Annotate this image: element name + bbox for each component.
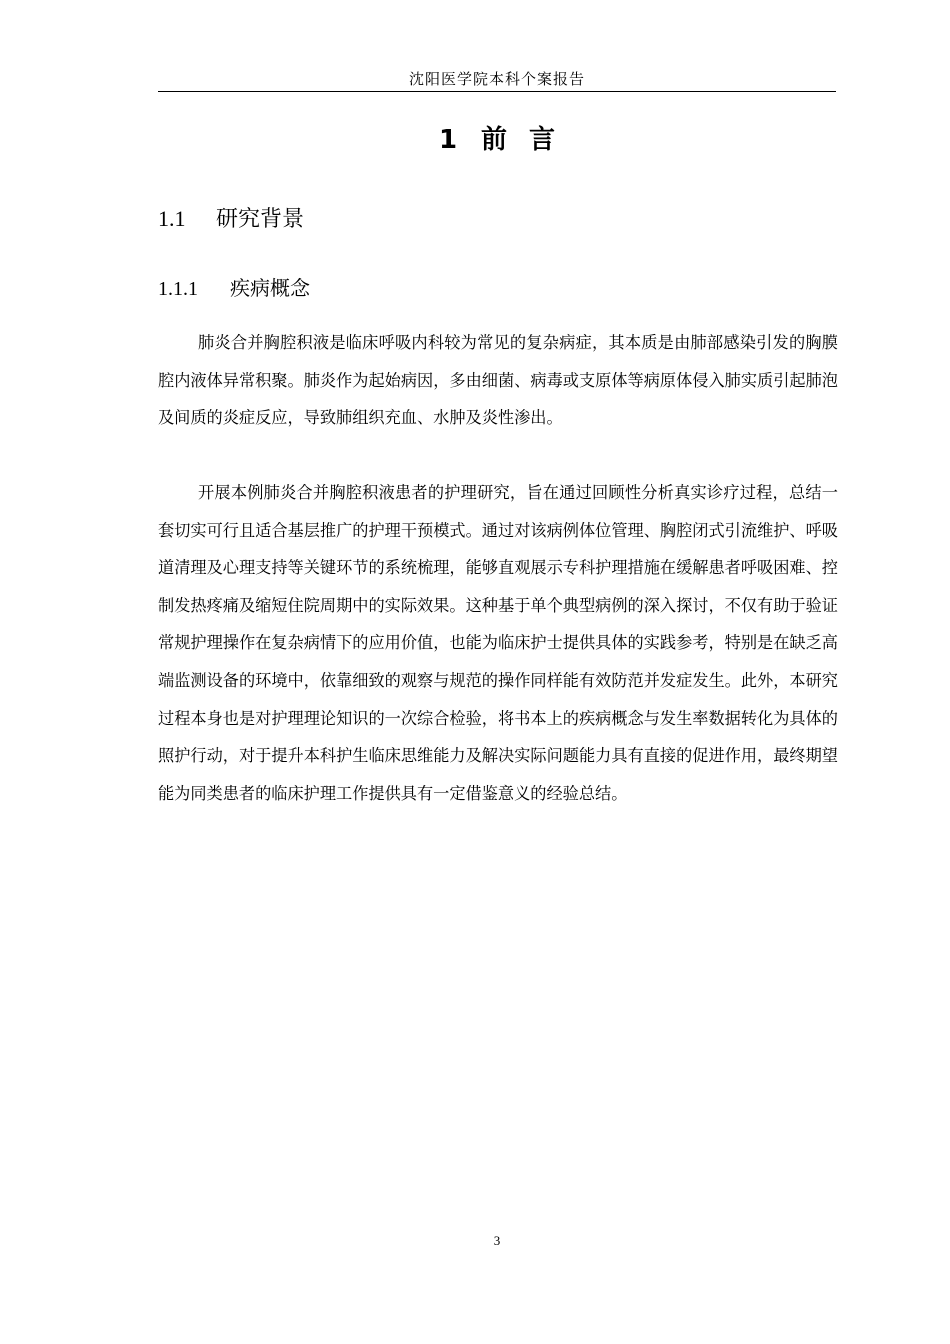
chapter-title	[158, 122, 836, 158]
section-number: 1.1	[158, 206, 186, 231]
page-number: 3	[493, 1233, 501, 1248]
body-paragraph: 肺炎合并胸腔积液是临床呼吸内科较为常见的复杂病症，其本质是由肺部感染引发的胸膜腔内液体异常积聚。肺炎作为起始病因，多由细菌、病毒或支原体等病原体侵入肺实质引起肺泡及间质的炎症反应，导致肺组织充血、水肿及炎性渗出。	[158, 333, 838, 428]
header-divider	[158, 91, 836, 92]
chapter-title-char-2: 言	[529, 125, 556, 155]
page-header: 沈阳医学院本科个案报告	[408, 70, 585, 88]
chapter-number: 1	[438, 125, 458, 155]
subsection-number: 1.1.1	[158, 278, 198, 300]
section-heading	[158, 204, 304, 235]
subsection-title: 疾病概念	[230, 276, 310, 300]
subsection-heading	[158, 274, 310, 303]
chapter-title-char-1: 前	[481, 125, 508, 155]
body-paragraph: 开展本例肺炎合并胸腔积液患者的护理研究，旨在通过回顾性分析真实诊疗过程，总结一套切实可行且适合基层推广的护理干预模式。通过对该病例体位管理、胸腔闭式引流维护、呼吸道清理及心理支持等关键环节的系统梳理，能够直观展示专科护理措施在缓解患者呼吸困难、控制发热疼痛及缩短住院周期中的实际效果。这种基于单个典型病例的深入探讨，不仅有助于验证常规护理操作在复杂病情下的应用价值，也能为临床护士提供具体的实践参考，特别是在缺乏高端监测设备的环境中，依靠细致的观察与规范的操作同样能有效防范并发症发生。此外，本研究过程本身也是对护理理论知识的一次综合检验，将书本上的疾病概念与发生率数据转化为具体的照护行动，对于提升本科护生临床思维能力及解决实际问题能力具有直接的促进作用，最终期望能为同类患者的临床护理工作提供具有一定借鉴意义的经验总结。	[158, 483, 838, 803]
section-title: 研究背景	[216, 207, 305, 232]
